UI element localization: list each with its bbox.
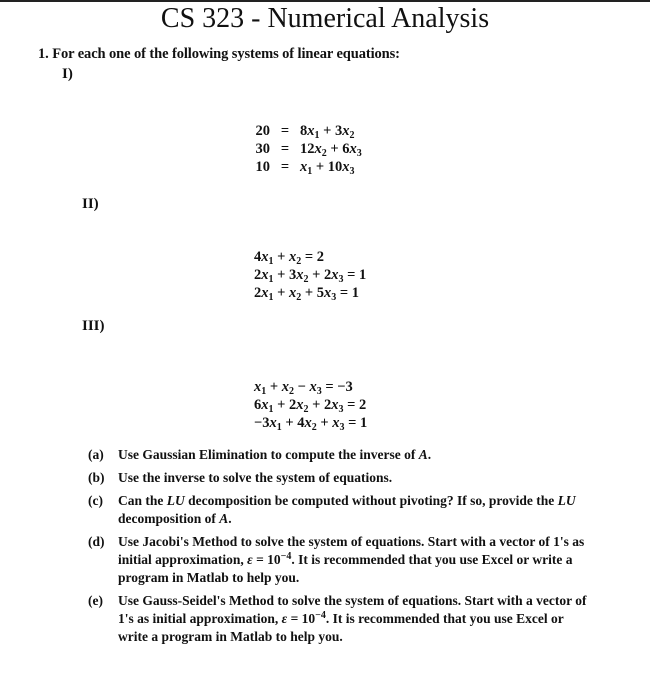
task-text: Use the inverse to solve the system of equations.	[118, 470, 393, 485]
task-item	[88, 533, 588, 587]
task-label: (e)	[88, 593, 103, 608]
equation-rhs: $12x_2 + 6x_3$	[300, 140, 362, 159]
task-text: Use Gauss-Seidel's Method to solve the system of equations. Start with a vector of 1's as initial approximation, $\varepsilon = 10^{-4}$. It is recommended that you use Excel or write a program in Matlab to help you.	[118, 593, 587, 644]
equation-rhs: $x_1 + 10x_3$	[300, 158, 355, 177]
equation: $2x_1 + 3x_2 + 2x_3 = 1$	[254, 267, 367, 285]
equation: $6x_1 + 2x_2 + 2x_3 = 2$	[254, 397, 367, 415]
task-list	[88, 446, 588, 651]
equation: $-3x_1 + 4x_2 + x_3 = 1$	[254, 415, 368, 433]
equation-row: 30 = $12x_2 + 6x_3$	[248, 140, 362, 158]
task-label: (d)	[88, 534, 105, 549]
equation-lhs: 20	[255, 122, 270, 139]
equation: $x_1 + x_2 - x_3 = -3$	[254, 379, 353, 397]
equation: $4x_1 + x_2 = 2$	[254, 249, 325, 267]
equation-lhs: 30	[255, 140, 270, 157]
task-label: (a)	[88, 447, 104, 462]
equation-row: 20 = $8x_1 + 3x_2$	[248, 122, 362, 140]
equation-row: 10 = $x_1 + 10x_3$	[248, 158, 362, 176]
task-item	[88, 446, 588, 464]
task-label: (c)	[88, 493, 103, 508]
equation-rhs: $8x_1 + 3x_2$	[300, 122, 355, 141]
task-item	[88, 592, 588, 646]
task-item	[88, 492, 588, 528]
page-title: CS 323 - Numerical Analysis	[160, 3, 490, 34]
question-prompt	[38, 46, 400, 63]
equation: $2x_1 + x_2 + 5x_3 = 1$	[254, 285, 360, 303]
question-number: 1.	[38, 46, 49, 62]
system-label-3: III)	[82, 318, 105, 334]
question-text: For each one of the following systems of linear equations:	[52, 46, 400, 62]
task-text: Use Gaussian Elimination to compute the inverse of A.	[118, 447, 432, 462]
task-label: (b)	[88, 470, 105, 485]
system-label-1: I)	[62, 66, 73, 82]
system-1-equations	[248, 122, 362, 176]
equation-lhs: 10	[255, 158, 270, 175]
system-label-2: II)	[82, 196, 99, 212]
task-text: Can the LU decomposition be computed without pivoting? If so, provide the LU decomposition of A.	[118, 493, 576, 526]
task-item	[88, 469, 588, 487]
system-3-equations	[254, 378, 367, 432]
task-text: Use Jacobi's Method to solve the system of equations. Start with a vector of 1's as initial approximation, $\varepsilon = 10^{-4}$. It is recommended that you use Excel or write a program in Matlab to help you.	[118, 534, 585, 585]
system-2-equations	[254, 248, 366, 302]
